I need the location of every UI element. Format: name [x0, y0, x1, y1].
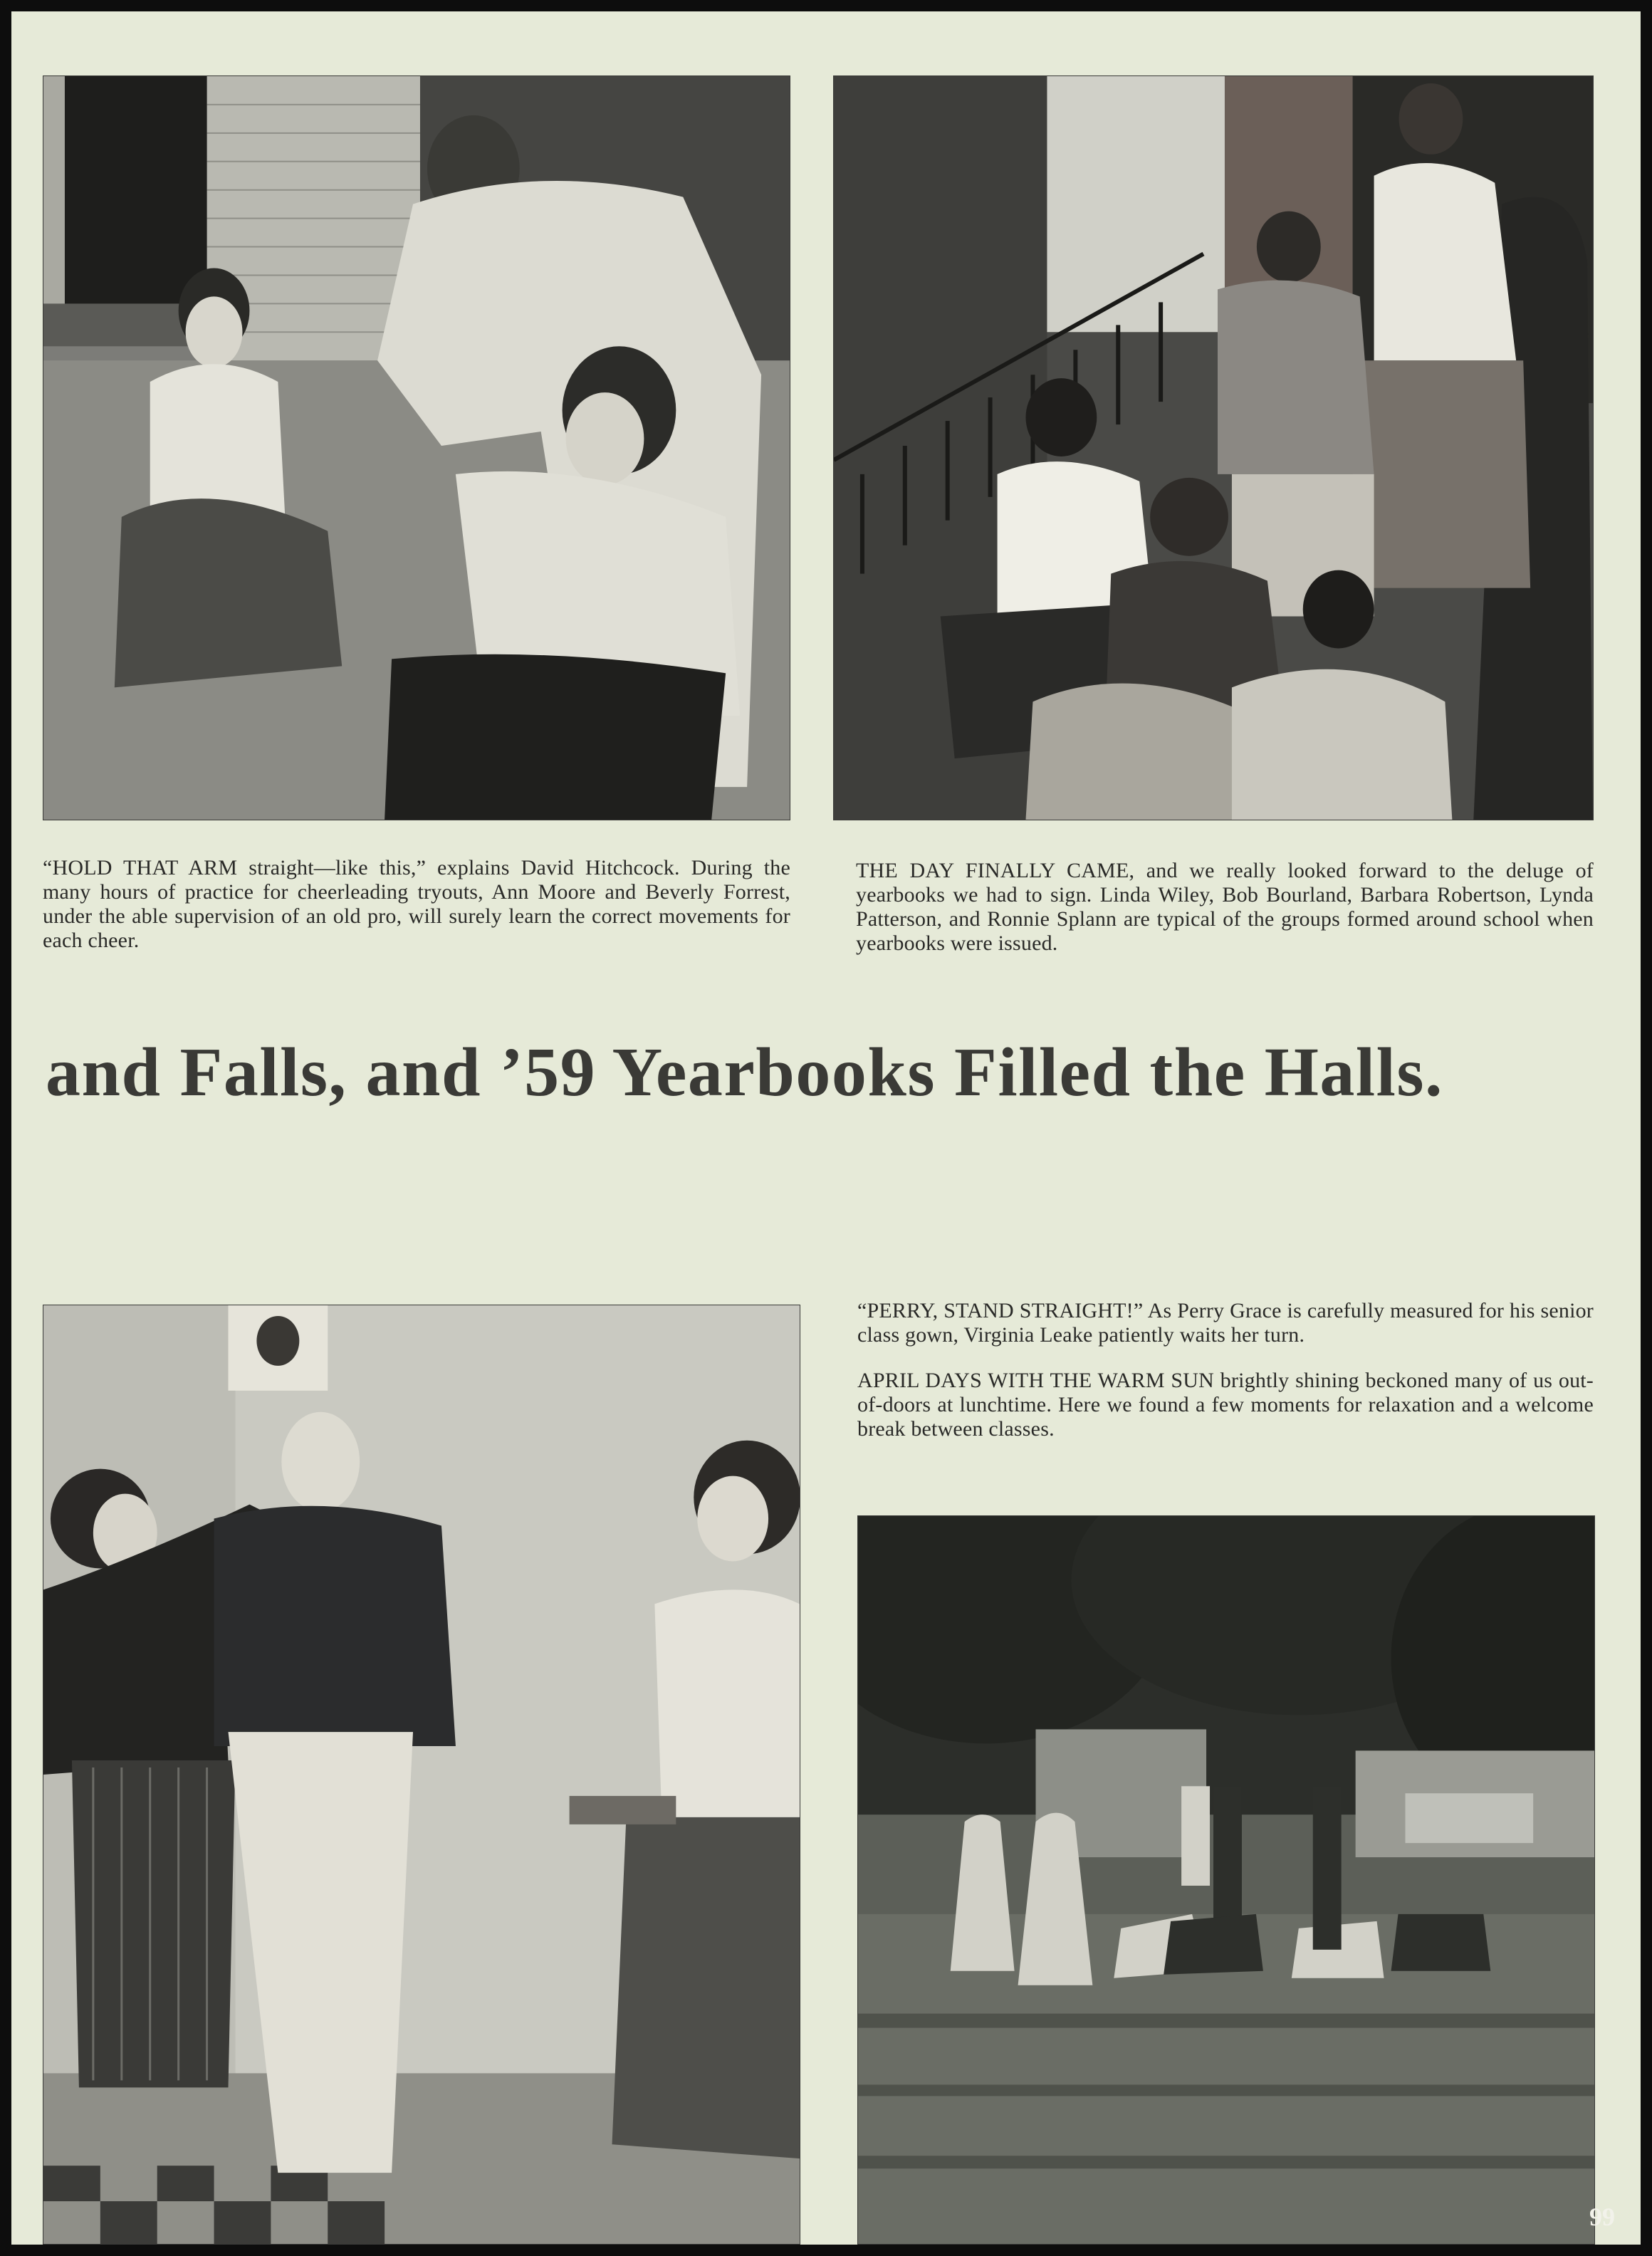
caption-cheerleading	[43, 856, 790, 953]
caption-body: and we really looked forward to the deluge of yearbooks we had to sign. Linda Wiley, Bob Bourland, Barbara Robertson, Lynda Patterson, and Ronnie Splann are typical of the groups formed around school when yearbooks were issued.	[856, 859, 1594, 955]
caption-lead: “PERRY, STAND STRAIGHT!”	[857, 1299, 1144, 1322]
caption-lead: THE DAY FINALLY CAME,	[856, 859, 1135, 882]
caption-body: brightly shining beckoned many of us out-of-doors at lunchtime. Here we found a few moments for relaxation and a welcome break between classes.	[857, 1369, 1594, 1441]
caption-lead: APRIL DAYS WITH THE WARM SUN	[857, 1369, 1215, 1392]
yearbook-page	[11, 11, 1641, 2245]
photo-lunchtime-lawn	[857, 1515, 1595, 2245]
photo-gown-measurement	[43, 1305, 800, 2245]
caption-perry	[857, 1299, 1594, 1347]
photo-cheerleading-practice	[43, 75, 790, 820]
caption-april	[857, 1369, 1594, 1441]
photo-yearbook-signing	[833, 75, 1594, 820]
caption-body: straight—like this,” explains David Hitchcock. During the many hours of practice for cheerleading tryouts, Ann Moore and Beverly Forrest, under the able supervision of an old pro, will surely learn the correct movements for each cheer.	[43, 856, 791, 952]
caption-yearbooks	[856, 859, 1594, 956]
caption-perry-and-april	[857, 1299, 1594, 1441]
caption-body: As Perry Grace is carefully measured for his senior class gown, Virginia Leake patiently waits her turn.	[857, 1299, 1594, 1347]
caption-lead: “HOLD THAT ARM	[43, 856, 238, 879]
page-headline: and Falls, and ’59 Yearbooks Filled the Halls.	[46, 1034, 1444, 1111]
page-number: 99	[1589, 2203, 1615, 2231]
